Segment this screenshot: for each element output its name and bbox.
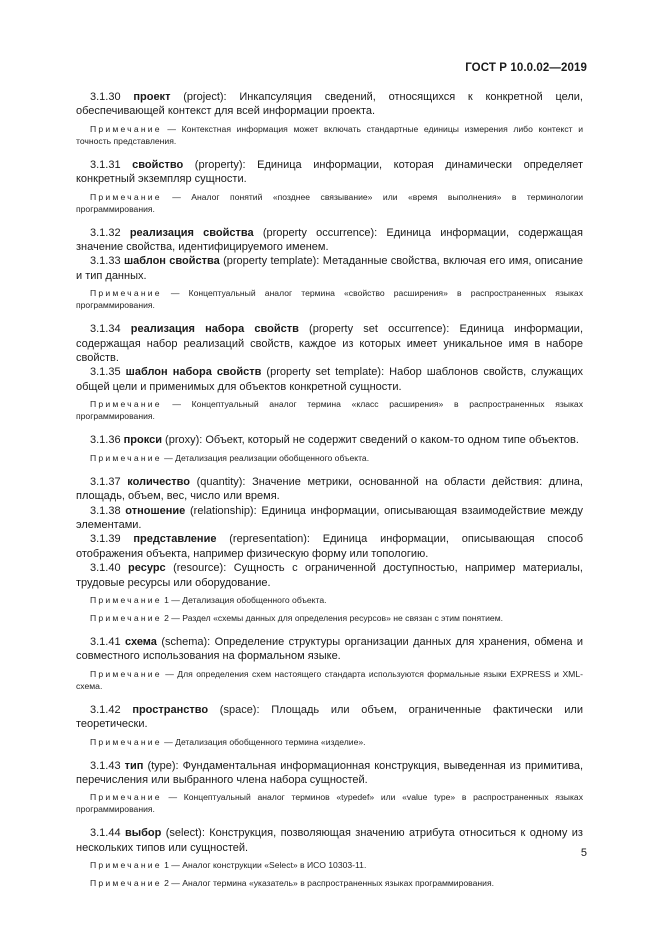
note-label: Примечание: [90, 736, 162, 747]
term-number: 3.1.38: [90, 504, 121, 517]
note-label: Примечание: [90, 452, 162, 463]
note: [76, 859, 583, 871]
note-text: — Концептуальный аналог терминов «typedef» или «value type» в распространенных языках программирования.: [76, 792, 583, 815]
note: [76, 791, 583, 815]
note: [76, 398, 583, 422]
term-entry: [76, 826, 583, 855]
note-label: Примечание: [90, 860, 162, 871]
note-text: 2 — Аналог термина «указатель» в распространенных языках программирования.: [161, 878, 494, 889]
term-name: ресурс: [128, 562, 166, 575]
term-definition: (resource): Сущность с ограниченной доступностью, например материалы, трудовые ресурсы или оборудование.: [76, 562, 583, 589]
note-text: 2 — Раздел «схемы данных для определения ресурсов» не связан с этим понятием.: [161, 612, 503, 623]
note-label: Примечание: [90, 399, 162, 410]
term-name: прокси: [123, 434, 162, 447]
note-text: 1 — Аналог конструкции «Select» в ИСО 10303-11.: [161, 860, 367, 871]
term-entry: [76, 433, 583, 447]
term-number: 3.1.34: [90, 323, 121, 336]
term-name: пространство: [132, 703, 209, 716]
note: [76, 612, 583, 624]
note-text: 1 — Детализация обобщенного объекта.: [161, 594, 327, 605]
term-name: проект: [133, 91, 171, 103]
term-definition: (property): Единица информации, которая динамически определяет конкретный экземпляр сущности.: [76, 158, 583, 186]
terms-list: [76, 90, 583, 900]
note-text: — Аналог понятий «позднее связывание» или «время выполнения» в терминологии программирования.: [76, 191, 583, 214]
term-entry: [76, 365, 583, 394]
term-name: реализация свойства: [129, 226, 254, 239]
note-label: Примечание: [90, 594, 162, 605]
term-name: отношение: [125, 504, 186, 517]
term-number: 3.1.32: [90, 226, 121, 239]
term-entry: [76, 90, 583, 119]
term-definition: (type): Фундаментальная информационная конструкция, выведенная из примитива, перечисления или выбранного члена набора сущностей.: [76, 759, 583, 786]
term-number: 3.1.40: [90, 562, 121, 575]
note-text: — Концептуальный аналог термина «класс расширения» в распространенных языках программирования.: [76, 399, 583, 422]
note: [76, 877, 583, 889]
term-entry: [76, 254, 583, 283]
note: [76, 452, 583, 464]
spacer: [76, 895, 583, 900]
note-text: — Детализация обобщенного термина «изделие».: [161, 736, 366, 747]
term-name: шаблон свойства: [123, 255, 220, 268]
term-definition: (schema): Определение структуры организации данных для хранения, обмена и совместного использования на формальном языке.: [76, 635, 583, 663]
term-entry: [76, 759, 583, 788]
note-label: Примечание: [90, 792, 162, 803]
term-number: 3.1.37: [90, 475, 121, 488]
term-definition: (project): Инкапсуляция сведений, относящихся к конкретной цели, обеспечивающей контекст для всей информации проекта.: [76, 91, 583, 118]
term-definition: (property set occurrence): Единица информации, содержащая набор реализаций свойств, каждое из которых имеет уникальное имя в наборе свойств.: [76, 323, 583, 365]
page-number: 5: [580, 847, 587, 859]
note-label: Примечание: [90, 191, 162, 202]
term-name: свойство: [132, 158, 184, 171]
note-label: Примечание: [90, 288, 162, 299]
term-number: 3.1.30: [90, 91, 121, 103]
term-definition: (relationship): Единица информации, описывающая взаимодействие между элементами.: [76, 504, 583, 531]
term-entry: [76, 322, 583, 365]
note-text: — Концептуальный аналог термина «свойство расширения» в распространенных языках программирования.: [76, 288, 583, 311]
term-number: 3.1.33: [90, 255, 121, 268]
note: [76, 123, 583, 147]
term-entry: [76, 532, 583, 561]
term-definition: (representation): Единица информации, описывающая способ отображения объекта, например физическую форму или топологию.: [76, 533, 583, 560]
term-number: 3.1.31: [90, 158, 121, 171]
term-number: 3.1.36: [90, 434, 121, 447]
term-name: схема: [125, 635, 157, 648]
term-name: шаблон набора свойств: [125, 366, 262, 379]
note-label: Примечание: [90, 612, 162, 623]
term-entry: [76, 561, 583, 590]
term-entry: [76, 703, 583, 732]
term-definition: (property occurrence): Единица информации, содержащая значение свойства, идентифицируемого именем.: [76, 226, 583, 254]
term-definition: (quantity): Значение метрики, основанной на области действия: длина, площадь, объем, вес, число или время.: [76, 475, 583, 503]
term-definition: (select): Конструкция, позволяющая значению атрибута относиться к одному из нескольких типов или сущностей.: [76, 827, 583, 854]
note: [76, 736, 583, 748]
term-entry: [76, 475, 583, 504]
term-number: 3.1.35: [90, 366, 121, 379]
note: [76, 287, 583, 311]
term-number: 3.1.44: [90, 827, 121, 840]
standard-header: ГОСТ Р 10.0.02—2019: [465, 62, 587, 74]
term-entry: [76, 504, 583, 533]
term-definition: (space): Площадь или объем, ограниченные фактически или теоретически.: [76, 703, 583, 731]
term-definition: (proxy): Объект, который не содержит сведений о каком-то одном типе объектов.: [161, 434, 579, 447]
term-entry: [76, 158, 583, 187]
term-definition: (property template): Метаданные свойства, включая его имя, описание и тип данных.: [76, 255, 583, 282]
term-entry: [76, 635, 583, 664]
note-text: — Для определения схем настоящего стандарта используются формальные языки EXPRESS и XML-схема.: [76, 668, 583, 691]
term-number: 3.1.39: [90, 533, 121, 546]
note: [76, 668, 583, 692]
term-name: реализация набора свойств: [130, 323, 299, 336]
term-name: количество: [127, 475, 190, 488]
note-label: Примечание: [90, 878, 162, 889]
term-name: выбор: [124, 827, 162, 840]
term-number: 3.1.42: [90, 703, 121, 716]
note-text: — Контекстная информация может включать стандартные единицы измерения либо контекст и точность представления.: [76, 123, 583, 146]
term-name: представление: [133, 533, 217, 546]
note-text: — Детализация реализации обобщенного объекта.: [161, 452, 370, 463]
term-entry: [76, 226, 583, 255]
note: [76, 594, 583, 606]
term-number: 3.1.43: [90, 759, 121, 772]
term-number: 3.1.41: [90, 635, 121, 648]
term-name: тип: [124, 759, 144, 772]
note-label: Примечание: [90, 123, 162, 134]
term-definition: (property set template): Набор шаблонов свойств, служащих общей цели и применимых для объектов конкретной сущности.: [76, 366, 583, 393]
note: [76, 191, 583, 215]
note-label: Примечание: [90, 668, 162, 679]
